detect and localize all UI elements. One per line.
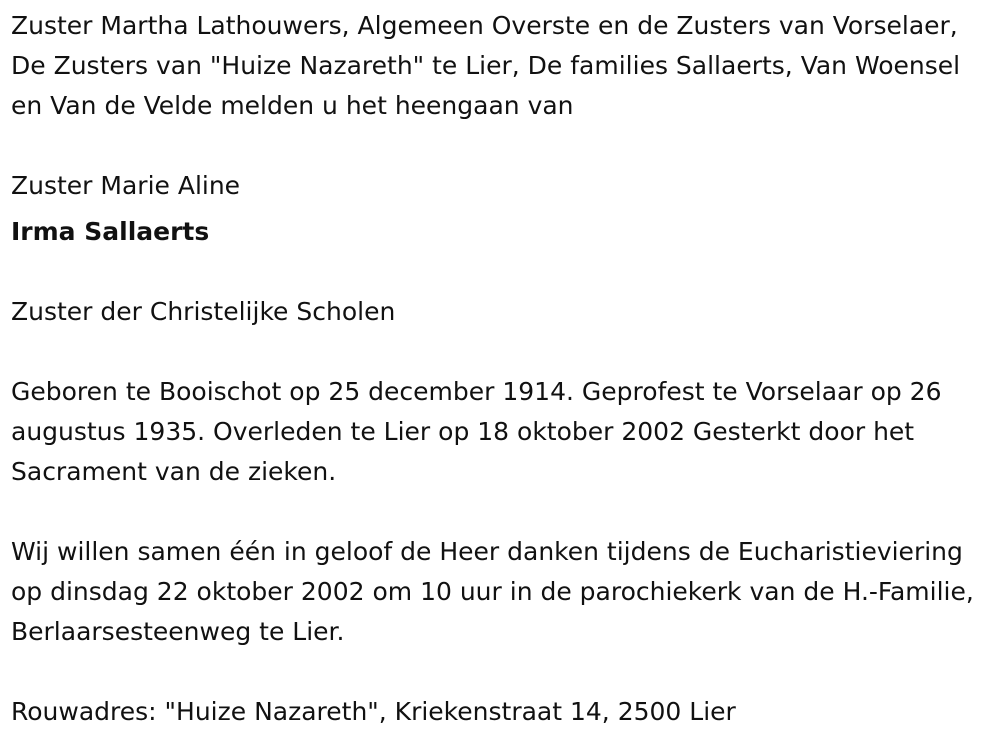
full-name: Irma Sallaerts — [11, 217, 210, 246]
spacer — [11, 492, 1000, 532]
intro-paragraph: Zuster Martha Lathouwers, Algemeen Overste en de Zusters van Vorselaer, De Zusters van "Huize Nazareth" te Lier, De families Sallaerts, Van Woensel en Van de Velde melden u het heengaan van — [11, 11, 961, 120]
spacer — [11, 252, 1000, 292]
congregation: Zuster der Christelijke Scholen — [11, 297, 396, 326]
spacer — [11, 126, 1000, 166]
mourning-address: Rouwadres: "Huize Nazareth", Kriekenstraat 14, 2500 Lier — [11, 697, 736, 726]
spacer — [11, 652, 1000, 692]
service-paragraph: Wij willen samen één in geloof de Heer danken tijdens de Eucharistieviering op dinsdag 22 oktober 2002 om 10 uur in de parochiekerk van de H.-Familie, Berlaarsesteenweg te Lier. — [11, 537, 974, 646]
spacer — [11, 332, 1000, 372]
life-details-paragraph: Geboren te Booischot op 25 december 1914. Geprofest te Vorselaar op 26 augustus 1935. Overleden te Lier op 18 oktober 2002 Gesterkt door het Sacrament van de zieken. — [11, 377, 942, 486]
religious-name: Zuster Marie Aline — [11, 171, 241, 200]
